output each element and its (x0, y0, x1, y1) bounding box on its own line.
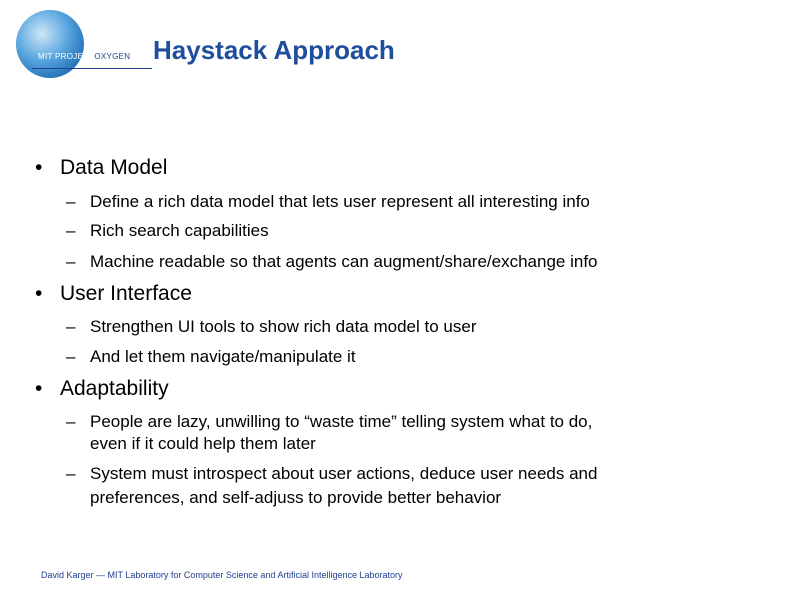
dash-glyph: – (66, 347, 76, 366)
dash-glyph: – (66, 192, 76, 211)
sub-item-text-continued: even if it could help them later (90, 434, 316, 453)
logo-globe-icon (12, 8, 142, 80)
sub-item-text: Define a rich data model that lets user represent all interesting info (90, 192, 590, 211)
bullet-glyph: • (35, 377, 43, 400)
dash-glyph: – (66, 412, 76, 431)
sub-item-text: Strengthen UI tools to show rich data model to user (90, 317, 477, 336)
dash-glyph: – (66, 464, 76, 483)
dash-glyph: – (66, 252, 76, 271)
dash-glyph: – (66, 221, 76, 240)
logo-underline (32, 68, 152, 69)
slide-footer: David Karger — MIT Laboratory for Computer Science and Artificial Intelligence Laboratory (41, 570, 403, 580)
bullet-glyph: • (35, 156, 43, 179)
sub-item-text-continued: preferences, and self-adjuss to provide better behavior (90, 488, 502, 507)
mit-oxygen-logo (12, 8, 142, 80)
sub-item-text: People are lazy, unwilling to “waste time” telling system what to do, (90, 412, 593, 431)
sub-item-text: Machine readable so that agents can augment/share/exchange info (90, 252, 598, 271)
slide-title: Haystack Approach (153, 35, 395, 65)
dash-glyph: – (66, 317, 76, 336)
logo-text: MIT PROJECTOXYGEN (38, 52, 131, 61)
sub-item-text: And let them navigate/manipulate it (90, 347, 356, 366)
sub-item-text: Rich search capabilities (90, 221, 269, 240)
bullet-heading: Data Model (60, 156, 168, 179)
sub-item-text: System must introspect about user actions, deduce user needs and (90, 464, 598, 483)
bullet-heading: Adaptability (60, 377, 169, 400)
bullet-heading: User Interface (60, 282, 192, 305)
bullet-glyph: • (35, 282, 43, 305)
